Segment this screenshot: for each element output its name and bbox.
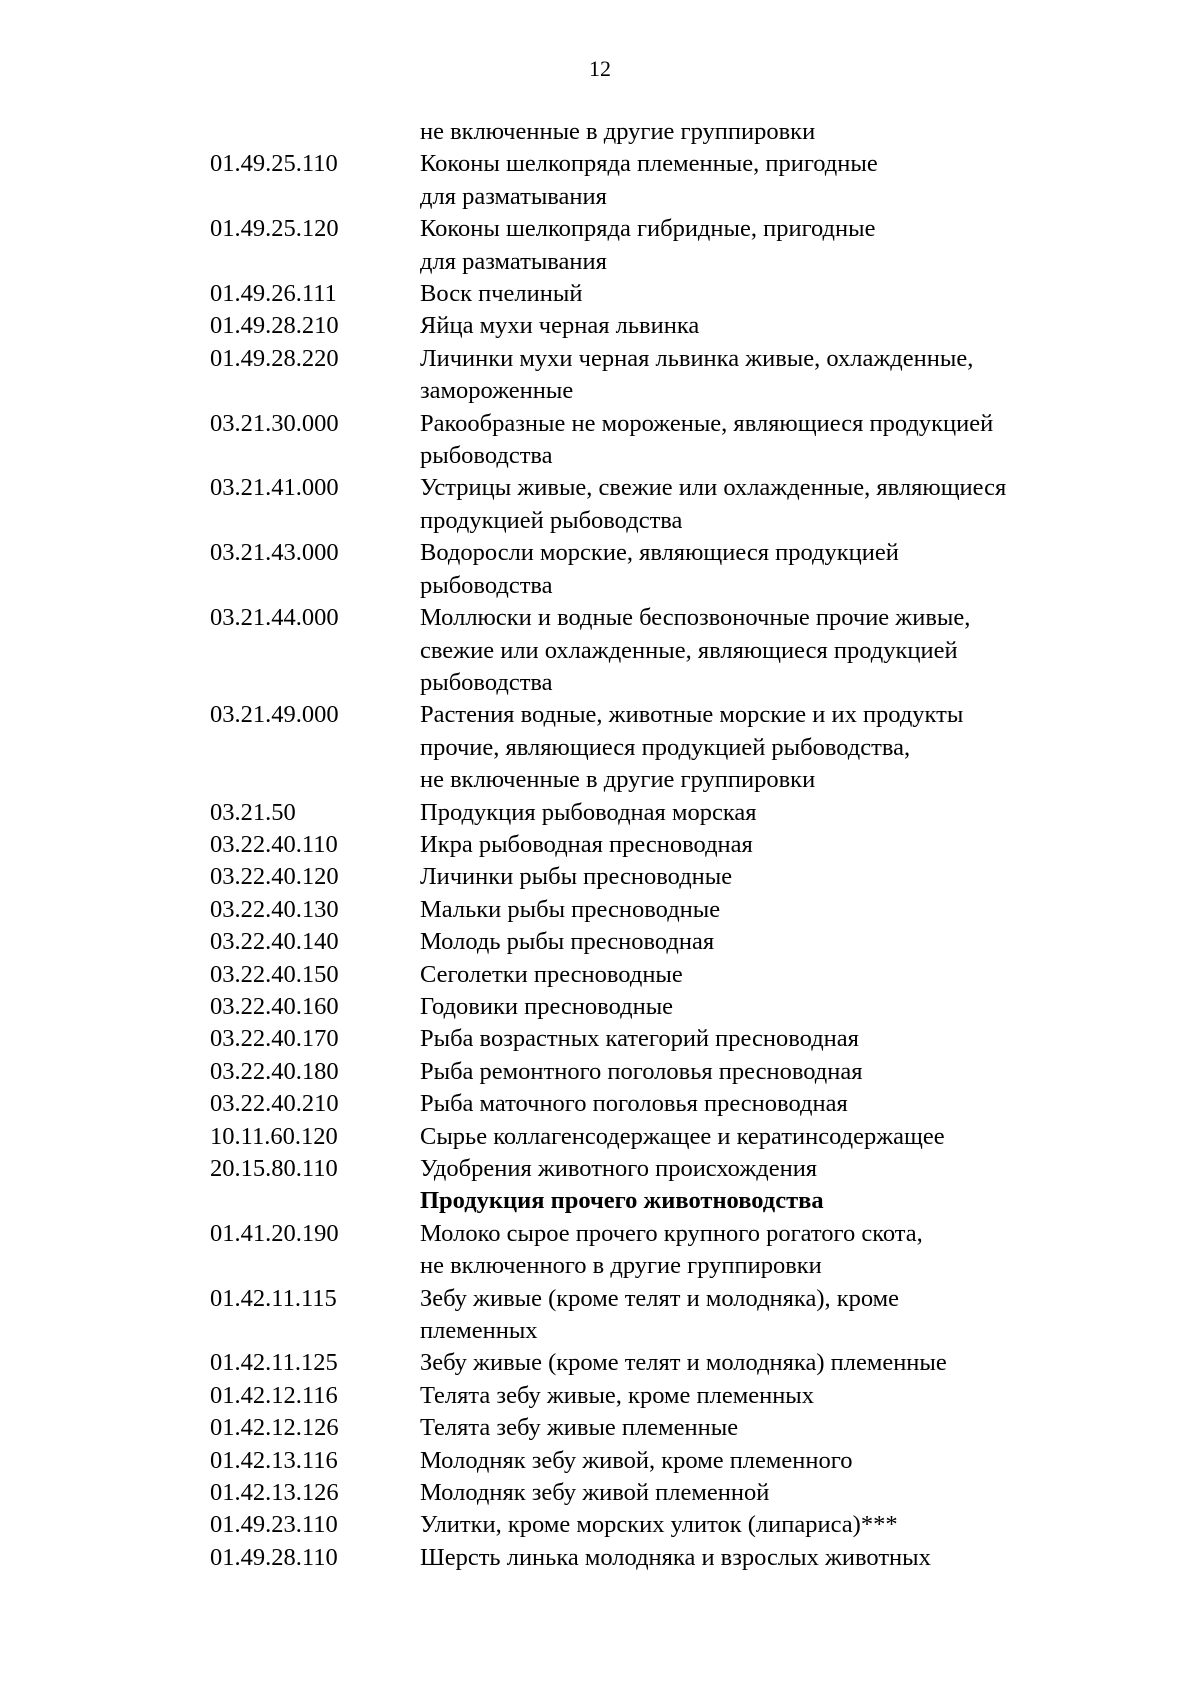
description-line: Молодняк зебу живой, кроме племенного (420, 1446, 853, 1474)
description-line: Шерсть линька молодняка и взрослых животных (420, 1543, 931, 1571)
description-line: свежие или охлажденные, являющиеся продукцией (420, 636, 958, 664)
product-description (420, 537, 1110, 602)
description-line: не включенные в другие группировки (420, 118, 816, 145)
product-description (420, 1121, 1110, 1153)
product-description (420, 1218, 1110, 1283)
classification-row (210, 1380, 1110, 1412)
classification-row (210, 1445, 1110, 1477)
classification-row (210, 537, 1110, 602)
product-code: 03.21.49.000 (210, 701, 339, 729)
product-code: 01.49.25.120 (210, 215, 339, 243)
product-code: 01.42.11.125 (210, 1349, 338, 1377)
classification-row (210, 278, 1110, 310)
classification-row (210, 699, 1110, 796)
product-code: 01.49.26.111 (210, 280, 337, 308)
description-line: Личинки рыбы пресноводные (420, 863, 733, 891)
product-code: 03.22.40.160 (210, 992, 339, 1020)
description-line: Удобрения животного происхождения (420, 1155, 818, 1182)
product-description (420, 1542, 1110, 1574)
classification-row (210, 1477, 1110, 1509)
product-description (420, 1283, 1110, 1348)
description-line: продукцией рыбоводства (420, 506, 683, 534)
description-line: Рыба ремонтного поголовья пресноводная (420, 1057, 863, 1085)
description-line: прочие, являющиеся продукцией рыбоводства, (420, 733, 911, 761)
product-code: 01.41.20.190 (210, 1219, 339, 1247)
classification-list (210, 116, 1110, 1574)
product-code: 01.49.25.110 (210, 150, 338, 178)
product-description (420, 699, 1110, 796)
product-code: 03.22.40.130 (210, 895, 339, 923)
product-description (420, 278, 1110, 310)
product-description (420, 894, 1110, 926)
description-line: Личинки мухи черная львинка живые, охлажденные, (420, 344, 974, 372)
description-line: Рыба возрастных категорий пресноводная (420, 1025, 859, 1053)
classification-row (210, 1412, 1110, 1444)
product-description (420, 1412, 1110, 1444)
product-code: 03.22.40.120 (210, 863, 339, 891)
classification-row (210, 797, 1110, 829)
classification-row (210, 148, 1110, 213)
classification-row (210, 1153, 1110, 1185)
description-line: Продукция прочего животноводства (420, 1187, 824, 1215)
product-description (420, 343, 1110, 408)
product-description (420, 1445, 1110, 1477)
product-code: 03.22.40.210 (210, 1090, 339, 1118)
product-code: 03.22.40.140 (210, 928, 339, 956)
description-line: Яйца мухи черная львинка (420, 312, 700, 340)
description-line: не включенного в другие группировки (420, 1252, 822, 1280)
description-line: Мальки рыбы пресноводные (420, 895, 721, 923)
description-line: Моллюски и водные беспозвоночные прочие живые, (420, 604, 971, 632)
description-line: Воск пчелиный (420, 280, 583, 308)
product-description (420, 926, 1110, 958)
product-code: 10.11.60.120 (210, 1122, 338, 1150)
description-line: племенных (420, 1317, 538, 1345)
classification-row (210, 1023, 1110, 1055)
product-code: 01.42.13.126 (210, 1479, 339, 1507)
description-line: Телята зебу живые племенные (420, 1414, 739, 1442)
description-line: замороженные (420, 377, 574, 405)
classification-row (210, 894, 1110, 926)
classification-row (210, 1088, 1110, 1120)
description-line: Молодь рыбы пресноводная (420, 928, 715, 956)
product-code: 03.22.40.150 (210, 960, 339, 988)
classification-row (210, 1283, 1110, 1348)
description-line: Коконы шелкопряда гибридные, пригодные (420, 215, 876, 243)
product-code: 03.21.50 (210, 798, 296, 826)
product-code: 01.42.11.115 (210, 1284, 337, 1312)
product-code: 03.21.41.000 (210, 474, 339, 502)
product-code: 01.49.28.220 (210, 344, 339, 372)
product-code: 03.22.40.180 (210, 1057, 339, 1085)
classification-row (210, 1542, 1110, 1574)
product-description (420, 1023, 1110, 1055)
classification-row (210, 343, 1110, 408)
description-line: для разматывания (420, 247, 607, 275)
product-description (420, 602, 1110, 699)
classification-row (210, 116, 1110, 148)
product-code: 01.42.12.116 (210, 1381, 338, 1409)
classification-row (210, 959, 1110, 991)
description-line: Устрицы живые, свежие или охлажденные, являющиеся (420, 474, 1007, 502)
product-description (420, 213, 1110, 278)
classification-row (210, 926, 1110, 958)
product-description (420, 991, 1110, 1023)
description-line: Ракообразные не мороженые, являющиеся продукцией (420, 409, 994, 437)
description-line: рыбоводства (420, 571, 553, 599)
product-code: 01.42.13.116 (210, 1446, 338, 1474)
description-line: Телята зебу живые, кроме племенных (420, 1381, 815, 1409)
description-line: Зебу живые (кроме телят и молодняка), кроме (420, 1284, 900, 1312)
section-heading (420, 1185, 1110, 1217)
classification-row (210, 1347, 1110, 1379)
product-description (420, 1153, 1110, 1185)
product-description (420, 1509, 1110, 1541)
product-code: 03.22.40.170 (210, 1025, 339, 1053)
classification-row (210, 861, 1110, 893)
description-line: Продукция рыбоводная морская (420, 798, 757, 826)
classification-row (210, 1056, 1110, 1088)
product-description (420, 1347, 1110, 1379)
description-line: Водоросли морские, являющиеся продукцией (420, 539, 899, 567)
product-code: 01.49.28.110 (210, 1543, 338, 1571)
product-description (420, 148, 1110, 213)
product-description (420, 116, 1110, 148)
page-number: 12 (589, 56, 611, 81)
product-code: 03.22.40.110 (210, 830, 338, 858)
description-line: Годовики пресноводные (420, 992, 674, 1020)
description-line: Молоко сырое прочего крупного рогатого скота, (420, 1219, 923, 1247)
description-line: Растения водные, животные морские и их продукты (420, 701, 964, 729)
product-code: 03.21.44.000 (210, 604, 339, 632)
product-description (420, 797, 1110, 829)
product-description (420, 861, 1110, 893)
description-line: рыбоводства (420, 442, 553, 470)
product-description (420, 1380, 1110, 1412)
classification-row (210, 213, 1110, 278)
description-line: Молодняк зебу живой племенной (420, 1479, 770, 1507)
product-description (420, 829, 1110, 861)
classification-row (210, 991, 1110, 1023)
product-code: 01.49.23.110 (210, 1511, 338, 1539)
product-description (420, 310, 1110, 342)
product-code: 01.49.28.210 (210, 312, 339, 340)
description-line: для разматывания (420, 182, 607, 210)
product-description (420, 1056, 1110, 1088)
classification-row (210, 1218, 1110, 1283)
description-line: Сеголетки пресноводные (420, 960, 683, 988)
classification-row (210, 408, 1110, 473)
description-line: Икра рыбоводная пресноводная (420, 830, 753, 858)
classification-row (210, 1509, 1110, 1541)
product-code: 20.15.80.110 (210, 1155, 338, 1182)
product-code: 01.42.12.126 (210, 1414, 339, 1442)
description-line: Коконы шелкопряда племенные, пригодные (420, 150, 878, 178)
product-code: 03.21.43.000 (210, 539, 339, 567)
description-line: Зебу живые (кроме телят и молодняка) племенные (420, 1349, 947, 1377)
product-description (420, 959, 1110, 991)
classification-row (210, 310, 1110, 342)
description-line: Рыба маточного поголовья пресноводная (420, 1090, 848, 1118)
section-heading-row (210, 1185, 1110, 1217)
classification-row (210, 472, 1110, 537)
product-description (420, 408, 1110, 473)
description-line: Улитки, кроме морских улиток (липариса)*** (420, 1511, 898, 1539)
description-line: рыбоводства (420, 668, 553, 696)
description-line: Сырье коллагенсодержащее и кератинсодержащее (420, 1122, 945, 1150)
classification-row (210, 602, 1110, 699)
classification-row (210, 829, 1110, 861)
classification-row (210, 1121, 1110, 1153)
product-description (420, 1088, 1110, 1120)
product-description (420, 472, 1110, 537)
description-line: не включенные в другие группировки (420, 766, 816, 794)
product-description (420, 1477, 1110, 1509)
product-code: 03.21.30.000 (210, 409, 339, 437)
